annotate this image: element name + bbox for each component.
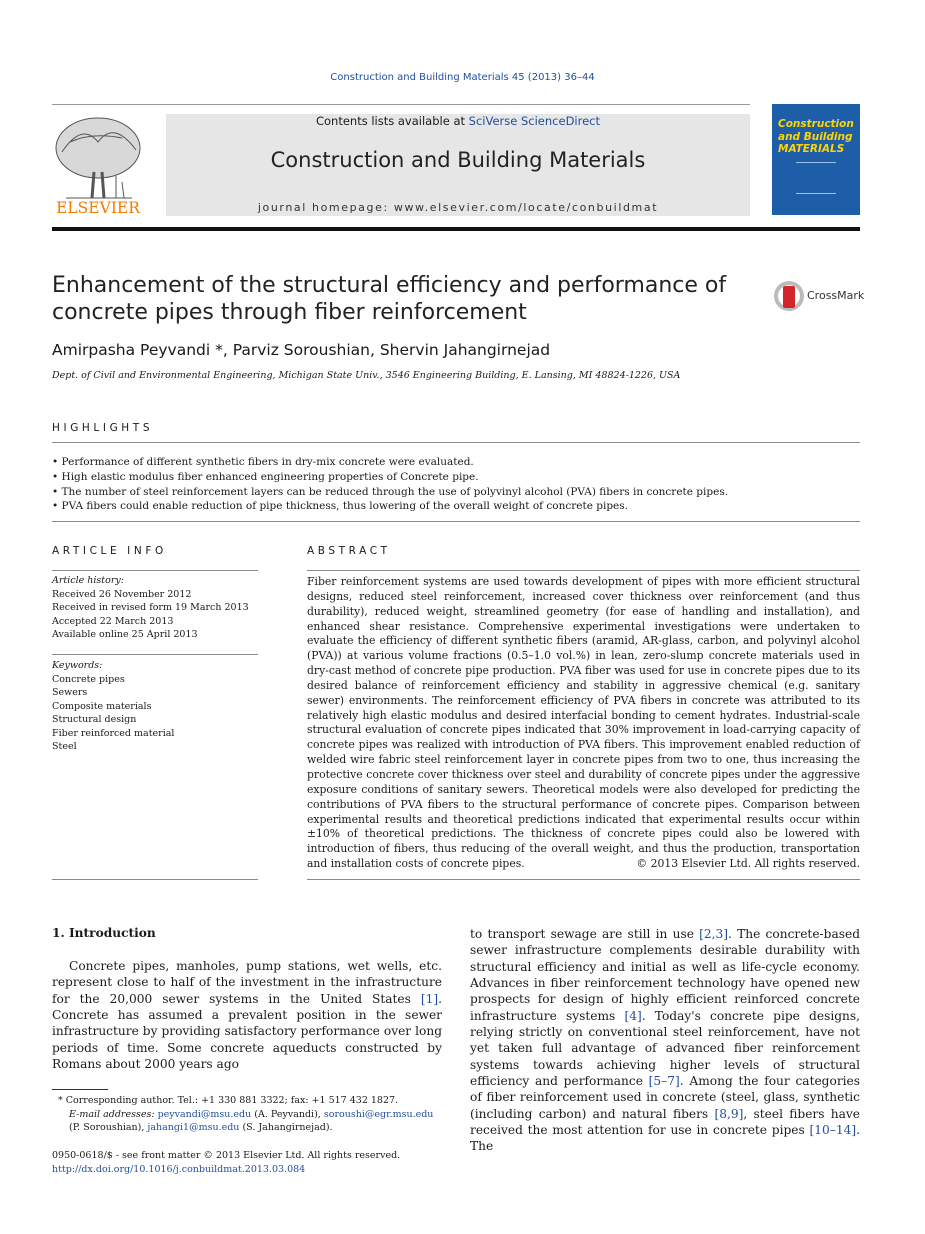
highlight-item: • Performance of different synthetic fibers in dry-mix concrete were evaluated. <box>52 456 474 468</box>
header-rule <box>52 104 750 105</box>
cover-title: Construction and Building MATERIALS <box>778 118 854 155</box>
history-item: Accepted 22 March 2013 <box>52 615 174 627</box>
intro-paragraph-1-cont: to transport sewage are still in use [2,3]. The concrete-based sewer infrastructure complements desirable durability with structural efficiency and initial as well as life-cycle economy. Advances in fiber reinforcement technology have opened new prospects for design of highly efficient reinforced concrete infrastructure systems [4]. Today's concrete pipe designs, relying strictly on conventional steel reinforcement, have not yet taken full advantage of advanced fiber reinforcement systems towards achieving higher levels of structural efficiency and performance [5–7]. Among the four categories of fiber reinforcement used in concrete (steel, glass, synthetic (including carbon) and natural fibers [8,9], steel fibers have received the most attention for use in concrete pipes [10–14]. The <box>470 927 861 1154</box>
reference-link[interactable]: [1] <box>420 991 439 1006</box>
authors: Amirpasha Peyvandi *, Parviz Soroushian, Shervin Jahangirnejad <box>52 341 551 359</box>
highlights-rule-bottom <box>52 521 860 522</box>
abstract-text: Fiber reinforcement systems are used towards development of pipes with more efficient structural designs, reduced steel reinforcement, increased cover thickness over reinforcement (and thus durability), reduced weight, streamlined geometry (for ease of handling and installation), and enhanced shear resistance. Comprehensive experimental investigations were undertaken to evaluate the efficiency of different synthetic fibers (aramid, AR-glass, carbon, and polyvinyl alcohol (PVA)) at various volume fractions (0.5–1.0 vol.%) in lean, zero-slump concrete materials used in dry-cast method of concrete pipe production. PVA fiber was used for use in concrete pipes due to its desired balance of reinforcement efficiency and stability in aggressive chemical (e.g. sanitary sewer) environments. The reinforcement efficiency of PVA fibers in concrete was attributed to its relatively high elastic modulus and desired interfacial bonding to cement hydrates. Industrial-scale structural evaluation of concrete pipes indicated that 30% improvement in load-carrying capacity of concrete pipes was realized with introduction of PVA fibers. This improvement enabled reduction of welded wire fabric steel reinforcement layer in concrete pipes from two to one, thus increasing the protective concrete cover thickness over steel and durability of concrete pipes under the aggressive exposure conditions of sanitary sewers. Theoretical models were also developed for predicting the contributions of PVA fibers to the structural performance of concrete pipes. Comparison between experimental results and theoretical predictions indicated that experimental results occur within ±10% of theoretical predictions. The thickness of concrete pipes could also be lowered with introduction of fibers, thus reducing of the overall weight, and thus the production, transportation and installation costs of concrete pipes. <box>307 575 860 871</box>
highlight-item: • PVA fibers could enable reduction of pipe thickness, thus lowering of the overall weight of concrete pipes. <box>52 500 628 513</box>
doi-link[interactable]: http://dx.doi.org/10.1016/j.conbuildmat.2013.03.084 <box>52 1164 306 1175</box>
article-info-rule-bottom <box>52 879 258 880</box>
journal-homepage[interactable]: journal homepage: www.elsevier.com/locate/conbuildmat <box>257 201 659 214</box>
footnote <box>52 1094 442 1135</box>
article-history <box>52 574 258 642</box>
contents-line: Contents lists available at SciVerse ScienceDirect <box>315 114 601 128</box>
highlight-item: • High elastic modulus fiber enhanced engineering properties of Concrete pipe. <box>52 470 479 483</box>
header-thick-rule <box>52 227 860 231</box>
history-item: Available online 25 April 2013 <box>52 629 198 640</box>
crossmark-icon <box>772 279 806 313</box>
cover-decoration <box>796 162 836 194</box>
corresponding-author: * Corresponding author. Tel.: +1 330 881 3322; fax: +1 517 432 1827. <box>58 1095 399 1106</box>
elsevier-logo <box>52 112 144 216</box>
keywords-rule <box>52 654 258 655</box>
abstract-rule <box>307 570 860 571</box>
abstract-rule-bottom <box>307 879 860 880</box>
keyword-item: Concrete pipes <box>52 673 125 685</box>
article-info-rule <box>52 570 258 571</box>
reference-link[interactable]: [2,3] <box>699 927 729 941</box>
copyright: © 2013 Elsevier Ltd. All rights reserved. <box>636 857 860 870</box>
issn-line: 0950-0618/$ - see front matter © 2013 Elsevier Ltd. All rights reserved. <box>52 1150 401 1161</box>
article-title: Enhancement of the structural efficiency and performance of concrete pipes through fiber reinforcement <box>52 273 727 325</box>
highlights-list <box>52 455 728 514</box>
email-link[interactable]: soroushi@egr.msu.edu <box>323 1108 434 1120</box>
keywords <box>52 659 258 754</box>
keyword-item: Composite materials <box>52 700 152 712</box>
footnote-rule <box>52 1089 108 1090</box>
history-item: Received 26 November 2012 <box>52 588 192 600</box>
reference-link[interactable]: [4] <box>624 1008 642 1023</box>
crossmark-badge[interactable] <box>772 279 865 317</box>
keywords-label: Keywords: <box>52 660 103 671</box>
intro-paragraph-1: Concrete pipes, manholes, pump stations, wet wells, etc. represent close to half of the investment in the infrastructure for the 20,000 sewer systems in the United States [1]. Concrete has assumed a prevalent position in the sewer infrastructure by providing satisfactory performance over long periods of time. Some concrete aqueducts constructed by Romans about 2000 years ago <box>52 959 442 1072</box>
journal-citation[interactable]: Construction and Building Materials 45 (2013) 36–44 <box>330 72 595 83</box>
history-label: Article history: <box>52 575 124 586</box>
keyword-item: Sewers <box>52 687 88 698</box>
affiliation: Dept. of Civil and Environmental Engineering, Michigan State Univ., 3546 Engineering Building, E. Lansing, MI 48824-1226, USA <box>52 370 681 381</box>
section-heading: 1. Introduction <box>52 926 156 940</box>
history-item: Received in revised form 19 March 2013 <box>52 602 249 613</box>
highlights-rule-top <box>52 442 860 443</box>
email-link[interactable]: peyvandi@msu.edu <box>157 1108 252 1120</box>
email-link[interactable]: jahangi1@msu.edu <box>147 1122 240 1133</box>
reference-link[interactable]: [8,9] <box>714 1106 744 1121</box>
keyword-item: Structural design <box>52 714 137 725</box>
sciencedirect-link[interactable]: SciVerse ScienceDirect <box>468 114 601 128</box>
email-addresses: E-mail addresses: peyvandi@msu.edu (A. Peyvandi), soroushi@egr.msu.edu (P. Soroushian), jahangi1@msu.edu (S. Jahangirnejad). <box>69 1108 434 1133</box>
highlight-item: • The number of steel reinforcement layers can be reduced through the use of polyvinyl alcohol (PVA) fibers in concrete pipes. <box>52 485 729 498</box>
publisher-name: ELSEVIER <box>56 199 140 216</box>
highlights-heading: HIGHLIGHTS <box>52 422 154 434</box>
keyword-item: Fiber reinforced material <box>52 727 175 739</box>
article-info-heading: ARTICLE INFO <box>52 545 167 557</box>
keyword-item: Steel <box>52 741 77 752</box>
journal-cover <box>772 104 860 215</box>
reference-link[interactable]: [5–7] <box>648 1074 680 1089</box>
crossmark-label: CrossMark <box>807 289 865 302</box>
reference-link[interactable]: [10–14] <box>809 1123 857 1138</box>
abstract-heading: ABSTRACT <box>307 545 391 557</box>
journal-title: Construction and Building Materials <box>270 148 646 172</box>
